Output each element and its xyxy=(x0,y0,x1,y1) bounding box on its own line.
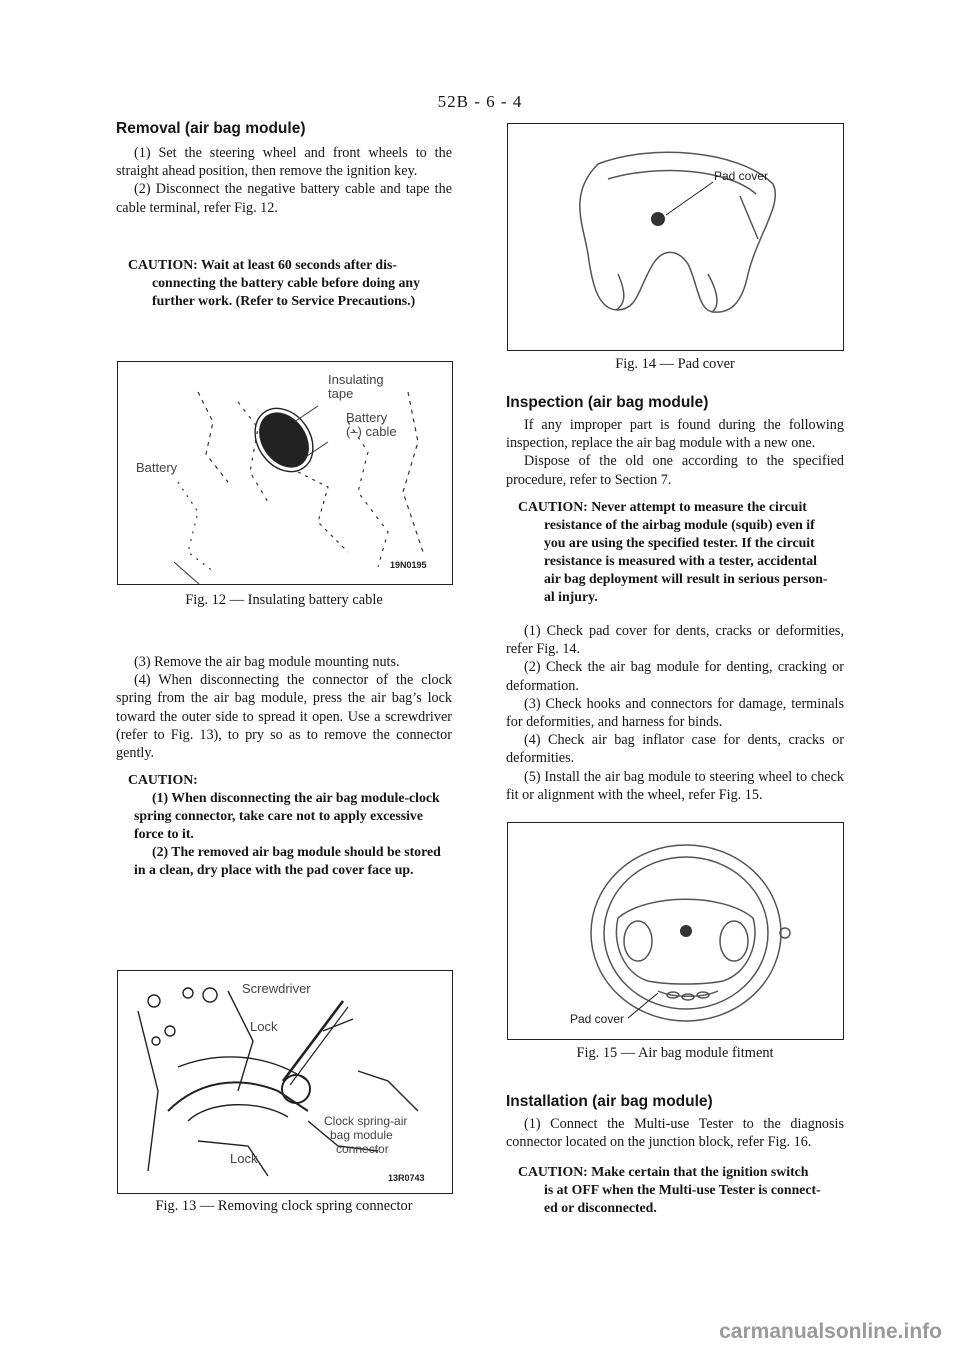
fig12-label-cable-2: (–) cable xyxy=(346,424,397,439)
fig13-label-connector-2: bag module xyxy=(330,1128,393,1142)
inspection-checks xyxy=(506,622,844,804)
figure-13 xyxy=(117,970,453,1194)
figure-14 xyxy=(507,123,844,351)
caution-battery-line-2: connecting the battery cable before doing any xyxy=(152,275,420,290)
steering-wheel-illustration xyxy=(508,823,843,1039)
fig14-label: Pad cover xyxy=(714,169,769,183)
caution-ignition-line-1: CAUTION: Make certain that the ignition switch xyxy=(518,1164,809,1179)
fig12-caption: Fig. 12 — Insulating battery cable xyxy=(185,592,383,608)
caution-ignition-line-3: ed or disconnected. xyxy=(544,1200,657,1215)
pad-cover-illustration xyxy=(508,124,843,350)
inspection-heading: Inspection (air bag module) xyxy=(506,394,709,411)
battery-illustration xyxy=(118,362,452,584)
caution-resistance xyxy=(506,498,844,606)
fig12-label-tape-1: Insulating xyxy=(328,372,384,387)
installation-section xyxy=(506,1093,844,1151)
fig13-label-connector-1: Clock spring-air xyxy=(324,1114,408,1128)
caution-battery xyxy=(116,256,452,310)
removal-step-1: (1) Set the steering wheel and front wheels to the straight ahead position, then remove the ignition key. xyxy=(116,145,452,180)
caution-resistance-line-6: al injury. xyxy=(544,589,598,604)
fig13-caption: Fig. 13 — Removing clock spring connector xyxy=(155,1198,413,1214)
inspection-check-2: (2) Check the air bag module for denting, cracking or deformation. xyxy=(506,659,844,694)
caution-connector-item-1: (1) When disconnecting the air bag module-clock spring connector, take care not to apply excessive force to it. xyxy=(134,790,440,841)
caution-resistance-line-1: CAUTION: Never attempt to measure the circuit xyxy=(518,499,807,514)
fig12-label-tape-2: tape xyxy=(328,386,354,401)
removal-section xyxy=(116,120,452,217)
caution-ignition xyxy=(506,1163,844,1217)
inspection-intro-2: Dispose of the old one according to the specified procedure, refer to Section 7. xyxy=(506,453,844,488)
caution-connector xyxy=(116,771,452,879)
caution-resistance-line-3: you are using the specified tester. If the circuit xyxy=(544,535,815,550)
removal-step-3: (3) Remove the air bag module mounting nuts. xyxy=(134,654,400,670)
watermark: carmanualsonline.info xyxy=(719,1320,942,1343)
fig13-label-screwdriver: Screwdriver xyxy=(242,981,311,996)
installation-step-1: (1) Connect the Multi-use Tester to the diagnosis connector located on the junction block, refer Fig. 16. xyxy=(506,1116,844,1151)
inspection-check-1: (1) Check pad cover for dents, cracks or deformities, refer Fig. 14. xyxy=(506,623,844,658)
fig13-label-lock-2: Lock xyxy=(230,1151,258,1166)
caution-resistance-line-4: resistance is measured with a tester, accidental xyxy=(544,553,817,568)
caution-battery-line-3: further work. (Refer to Service Precautions.) xyxy=(152,293,416,308)
fig13-code: 13R0743 xyxy=(388,1173,425,1183)
fig15-caption: Fig. 15 — Air bag module fitment xyxy=(576,1045,774,1061)
caution-ignition-line-2: is at OFF when the Multi-use Tester is connect- xyxy=(544,1182,821,1197)
insulating-tape-shape xyxy=(249,403,319,477)
removal-step-2: (2) Disconnect the negative battery cable and tape the cable terminal, refer Fig. 12. xyxy=(116,181,452,216)
fig15-label: Pad cover xyxy=(570,1012,625,1026)
caution-battery-line-1: CAUTION: Wait at least 60 seconds after dis- xyxy=(128,257,397,272)
caution-connector-item-2: (2) The removed air bag module should be stored in a clean, dry place with the pad cover face up. xyxy=(134,844,441,877)
fig13-label-connector-3: connector xyxy=(336,1142,389,1156)
inspection-check-5: (5) Install the air bag module to steering wheel to check fit or alignment with the wheel, refer Fig. 15. xyxy=(506,768,844,803)
fig14-caption: Fig. 14 — Pad cover xyxy=(615,356,735,372)
page-number: 52B - 6 - 4 xyxy=(437,92,523,111)
inspection-section xyxy=(506,394,844,489)
removal-heading: Removal (air bag module) xyxy=(116,120,306,137)
fig13-label-lock-1: Lock xyxy=(250,1019,278,1034)
airbag-logo-icon xyxy=(680,925,692,937)
installation-heading: Installation (air bag module) xyxy=(506,1093,713,1110)
removal-step-4: (4) When disconnecting the connector of the clock spring from the air bag module, press the air bag’s lock toward the outer side to spread it open. Use a screwdriver (refer to Fig. 13), to pry so as to remove the connector gently. xyxy=(116,672,452,762)
fig12-code: 19N0195 xyxy=(390,560,427,570)
removal-steps-3-4 xyxy=(116,653,452,762)
inspection-check-4: (4) Check air bag inflator case for dents, cracks or deformities. xyxy=(506,732,844,767)
figure-15 xyxy=(507,822,844,1040)
caution-resistance-line-5: air bag deployment will result in serious person- xyxy=(544,571,828,586)
fig12-label-battery: Battery xyxy=(136,460,178,475)
clock-spring-illustration xyxy=(118,971,452,1193)
figure-12 xyxy=(117,361,453,585)
caution-resistance-line-2: resistance of the airbag module (squib) even if xyxy=(544,517,815,532)
inspection-check-3: (3) Check hooks and connectors for damage, terminals for deformities, and harness for binds. xyxy=(506,695,844,731)
airbag-logo-icon xyxy=(651,212,665,226)
inspection-intro-1: If any improper part is found during the following inspection, replace the air bag module with a new one. xyxy=(506,417,844,452)
caution-connector-label: CAUTION: xyxy=(128,772,198,787)
fig12-label-cable-1: Battery xyxy=(346,410,388,425)
